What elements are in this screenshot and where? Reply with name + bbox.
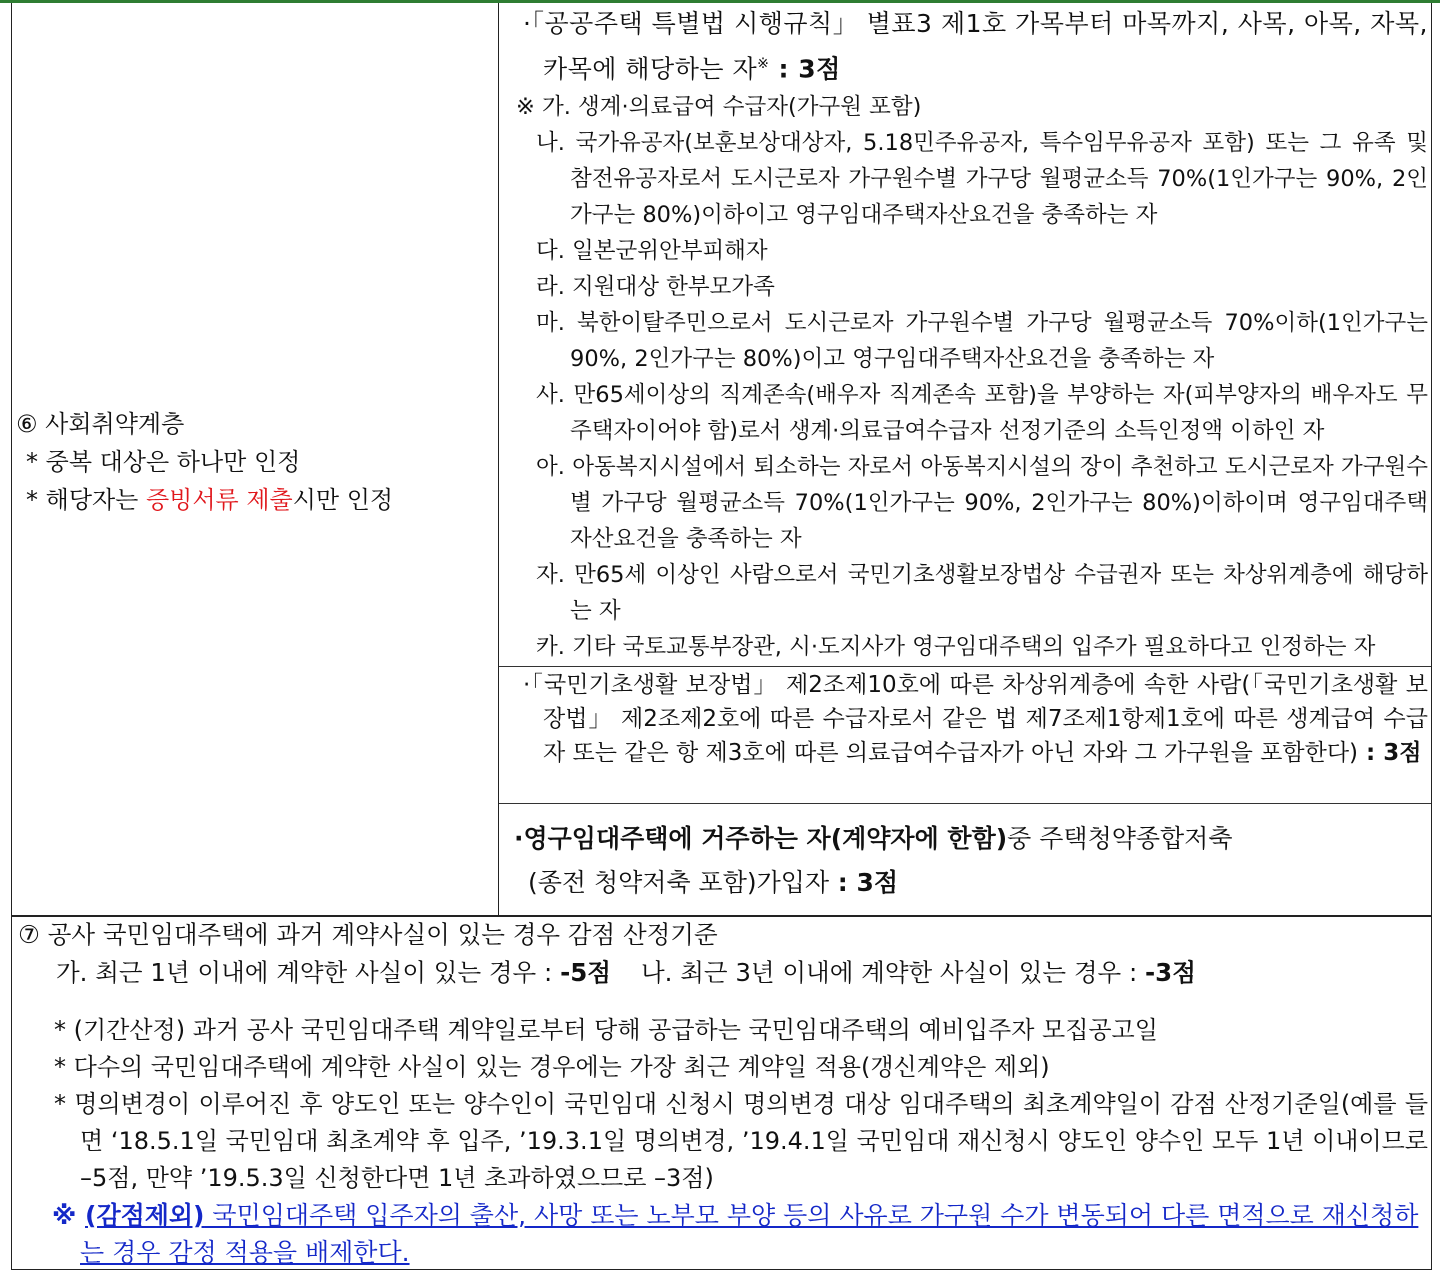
list-item: 라. 지원대상 한부모가족 xyxy=(536,274,775,301)
criteria-text: 나. 최근 3년 이내에 계약한 사실이 있는 경우 : xyxy=(640,958,1146,987)
item-text: ·「공공주택 특별법 시행규칙」 별표3 제1호 가목부터 마목까지, 사목, 아목, 자목, 카목에 해당하는 자 xyxy=(523,9,1428,84)
criteria-item xyxy=(508,4,1428,89)
deduction-score: -5점 xyxy=(560,958,611,987)
score-text: : 3점 xyxy=(1358,740,1422,766)
score-text: : 3점 xyxy=(829,868,899,897)
exclusion-label: (감점제외) xyxy=(85,1201,205,1230)
item-bold-text: ·영구임대주택에 거주하는 자(계약자에 한함) xyxy=(514,824,1008,853)
item-text: ·「국민기초생활 보장법」 제2조제10호에 따른 차상위계층에 속한 사람(「국민기초생활 보장법」 제2조제2호에 따른 수급자로서 같은 법 제7조제1항제1호에 따른 생계급여 수급자 또는 같은 항 제3호에 따른 의료급여수급자가 아닌 자와 그 가구원을 포함한다) xyxy=(523,672,1428,766)
row-divider xyxy=(499,803,1431,804)
score-cell-1 xyxy=(508,4,1428,665)
deduction-criteria xyxy=(18,954,1428,992)
row-divider xyxy=(499,666,1431,667)
column-divider xyxy=(498,3,499,915)
deduction-section xyxy=(18,916,1428,1271)
list-item: 사. 만65세이상의 직계존속(배우자 직계존속 포함)을 부양하는 자(피부양자의 배우자도 무주택자이어야 함)로서 생계·의료급여수급자 선정기준의 소득인정액 이하인 자 xyxy=(536,382,1428,445)
deduction-score: -3점 xyxy=(1145,958,1196,987)
list-item: 아. 아동복지시설에서 퇴소하는 자로서 아동복지시설의 장이 추천하고 도시근로자 가구원수별 가구당 월평균소득 70%(1인가구는 90%, 2인가구는 80%)이하이며 영구임대주택자산요건을 충족하는 자 xyxy=(536,454,1428,553)
note-heading: ※ 가. 생계·의료급여 수급자(가구원 포함) xyxy=(516,94,922,121)
item-text: 중 주택청약종합저축 xyxy=(1007,824,1233,853)
section-title: ⑦ 공사 국민임대주택에 과거 계약사실이 있는 경우 감점 산정기준 xyxy=(18,920,718,949)
list-item: 나. 국가유공자(보훈보상대상자, 5.18민주유공자, 특수임무유공자 포함) 또는 그 유족 및 참전유공자로서 도시근로자 가구원수별 가구당 월평균소득 70%(1인가구는 90%, 2인가구는 80%)이하이고 영구임대주택자산요건을 충족하는 자 xyxy=(536,130,1428,229)
score-text: : 3점 xyxy=(769,54,841,84)
list-item: 자. 만65세 이상인 사람으로서 국민기초생활보장법상 수급권자 또는 차상위계층에 해당하는 자 xyxy=(536,562,1428,625)
highlight-text: 증빙서류 제출 xyxy=(146,486,293,514)
criteria-label-cell xyxy=(16,405,486,519)
criteria-item xyxy=(508,668,1428,770)
list-item: 카. 기타 국토교통부장관, 시·도지사가 영구임대주택의 입주가 필요하다고 인정하는 자 xyxy=(536,634,1376,661)
criteria-title: ⑥ 사회취약계층 xyxy=(16,410,185,438)
criteria-item xyxy=(508,817,1428,905)
note-text: 시만 인정 xyxy=(292,486,394,514)
score-cell-2 xyxy=(508,668,1428,770)
note-mark: ※ xyxy=(52,1201,86,1230)
note-text: * 해당자는 xyxy=(26,486,146,514)
criteria-text: 가. 최근 1년 이내에 계약한 사실이 있는 경우 : xyxy=(56,958,561,987)
item-text: (종전 청약저축 포함)가입자 xyxy=(528,868,830,897)
footnote-mark: ※ xyxy=(757,56,770,72)
criteria-note xyxy=(16,481,486,519)
exclusion-text: 국민임대주택 입주자의 출산, 사망 또는 노부모 부양 등의 사유로 가구원 수가 변동되어 다른 면적으로 재신청하는 경우 감정 적용을 배제한다. xyxy=(80,1201,1419,1267)
list-item: 다. 일본군위안부피해자 xyxy=(536,238,768,265)
note-item: * 명의변경이 이루어진 후 양도인 또는 양수인이 국민임대 신청시 명의변경 대상 임대주택의 최초계약일이 감점 산정기준일(예를 들면 ‘18.5.1일 국민임대 최초계약 후 입주, ’19.3.1일 명의변경, ’19.4.1일 국민임대 재신청시 양도인 양수인 모두 1년 이내이므로 –5점, 만약 ’19.5.3일 신청한다면 1년 초과하였으므로 –3점) xyxy=(54,1090,1428,1192)
list-item: 마. 북한이탈주민으로서 도시근로자 가구원수별 가구당 월평균소득 70%이하(1인가구는 90%, 2인가구는 80%)이고 영구임대주택자산요건을 충족하는 자 xyxy=(536,310,1428,373)
exclusion-note xyxy=(18,1197,1428,1271)
note-item: * (기간산정) 과거 공사 국민임대주택 계약일로부터 당해 공급하는 국민임대주택의 예비입주자 모집공고일 xyxy=(54,1016,1158,1044)
note-item: * 다수의 국민임대주택에 계약한 사실이 있는 경우에는 가장 최근 계약일 적용(갱신계약은 제외) xyxy=(54,1053,1050,1081)
criteria-note: * 중복 대상은 하나만 인정 xyxy=(26,448,301,476)
score-cell-3 xyxy=(508,817,1428,905)
